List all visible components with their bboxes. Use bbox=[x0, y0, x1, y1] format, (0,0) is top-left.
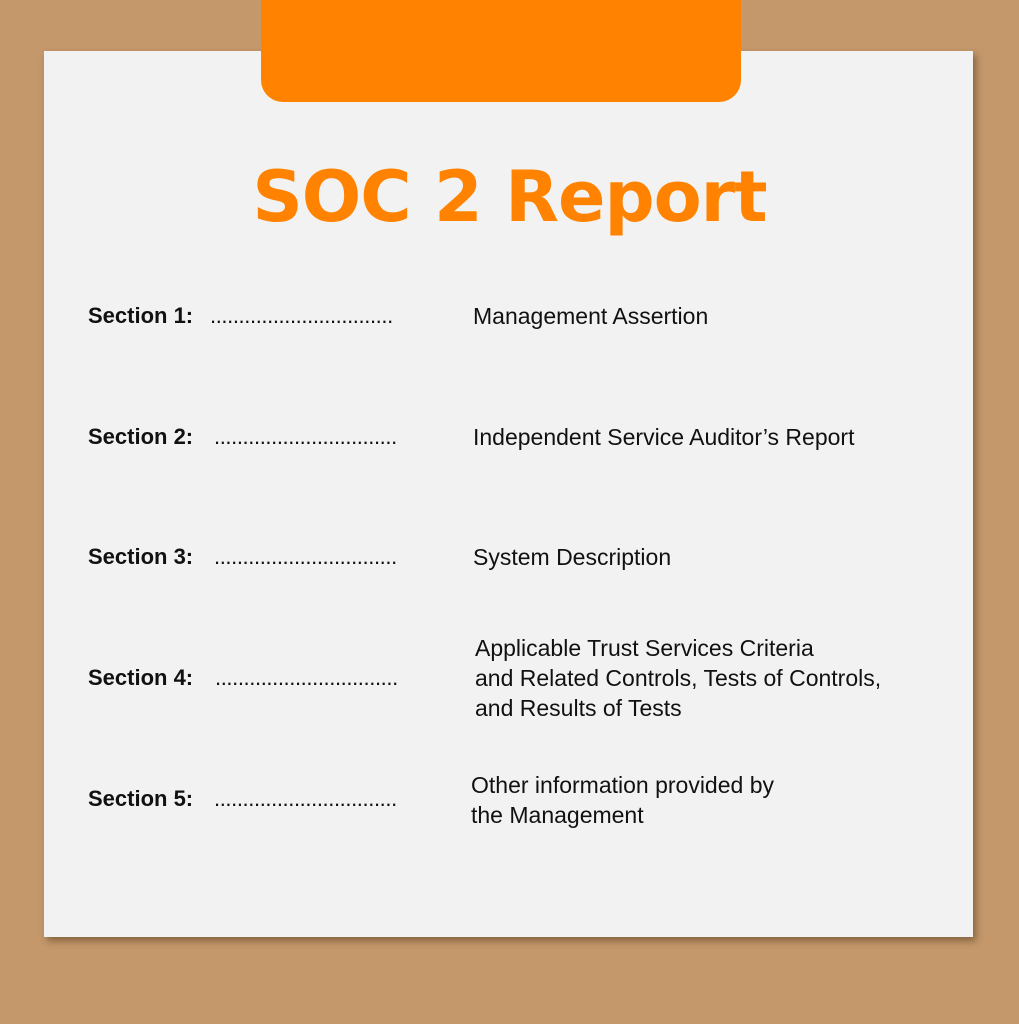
header-tab bbox=[261, 0, 741, 102]
section-description: Independent Service Auditor’s Report bbox=[473, 424, 855, 450]
leader-dots: ................................ bbox=[214, 424, 397, 449]
leader-dots: ................................ bbox=[214, 786, 397, 811]
section-label: Section 4: bbox=[88, 665, 194, 690]
leader-dots: ................................ bbox=[215, 665, 398, 690]
leader-dots: ................................ bbox=[210, 303, 393, 328]
section-label: Section 2: bbox=[88, 424, 194, 449]
section-description: Applicable Trust Services Criteria and Related Controls, Tests of Controls, and Results of Tests bbox=[475, 635, 882, 721]
page-title: SOC 2 Report bbox=[252, 156, 767, 238]
section-description: System Description bbox=[473, 544, 672, 570]
section-label: Section 3: bbox=[88, 544, 194, 569]
section-label: Section 1: bbox=[88, 303, 194, 328]
leader-dots: ................................ bbox=[214, 544, 397, 569]
section-description: Management Assertion bbox=[473, 303, 709, 329]
section-label: Section 5: bbox=[88, 786, 194, 811]
section-description: Other information provided by the Management bbox=[471, 772, 774, 828]
